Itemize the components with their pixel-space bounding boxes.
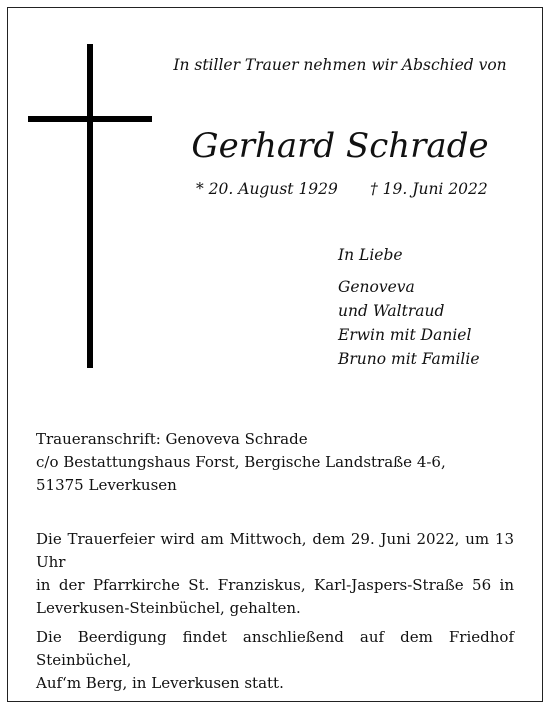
deceased-name: Gerhard Schrade	[191, 126, 489, 166]
mourner-name: Bruno mit Familie	[338, 350, 480, 368]
ceremony-line: Leverkusen-Steinbüchel, gehalten.	[36, 599, 301, 617]
cross-vertical-bar	[87, 44, 93, 368]
ceremony-line: in der Pfarrkirche St. Franziskus, Karl-Jaspers-Straße 56 in	[36, 576, 514, 594]
ceremony-line: Die Trauerfeier wird am Mittwoch, dem 29. Juni 2022, um 13 Uhr	[36, 530, 514, 571]
burial-line: Auf‘m Berg, in Leverkusen statt.	[36, 674, 284, 692]
intro-text: In stiller Trauer nehmen wir Abschied von	[173, 56, 507, 74]
cross-horizontal-bar	[28, 116, 152, 122]
address-line: Traueranschrift: Genoveva Schrade	[36, 430, 308, 448]
birth-date: * 20. August 1929	[196, 180, 338, 198]
burial-line: Die Beerdigung findet anschließend auf dem Friedhof Steinbüchel,	[36, 628, 514, 669]
mourning-address	[36, 428, 514, 497]
mourner-name: und Waltraud	[338, 302, 445, 320]
burial-info	[36, 626, 514, 695]
mourner-name: Erwin mit Daniel	[338, 326, 472, 344]
mourner-name: Genoveva	[338, 278, 415, 296]
mourners-heading: In Liebe	[338, 246, 403, 264]
address-line: 51375 Leverkusen	[36, 476, 177, 494]
death-date: † 19. Juni 2022	[370, 180, 488, 198]
mourners-block	[338, 243, 480, 371]
funeral-service-info	[36, 528, 514, 620]
address-line: c/o Bestattungshaus Forst, Bergische Landstraße 4-6,	[36, 453, 446, 471]
